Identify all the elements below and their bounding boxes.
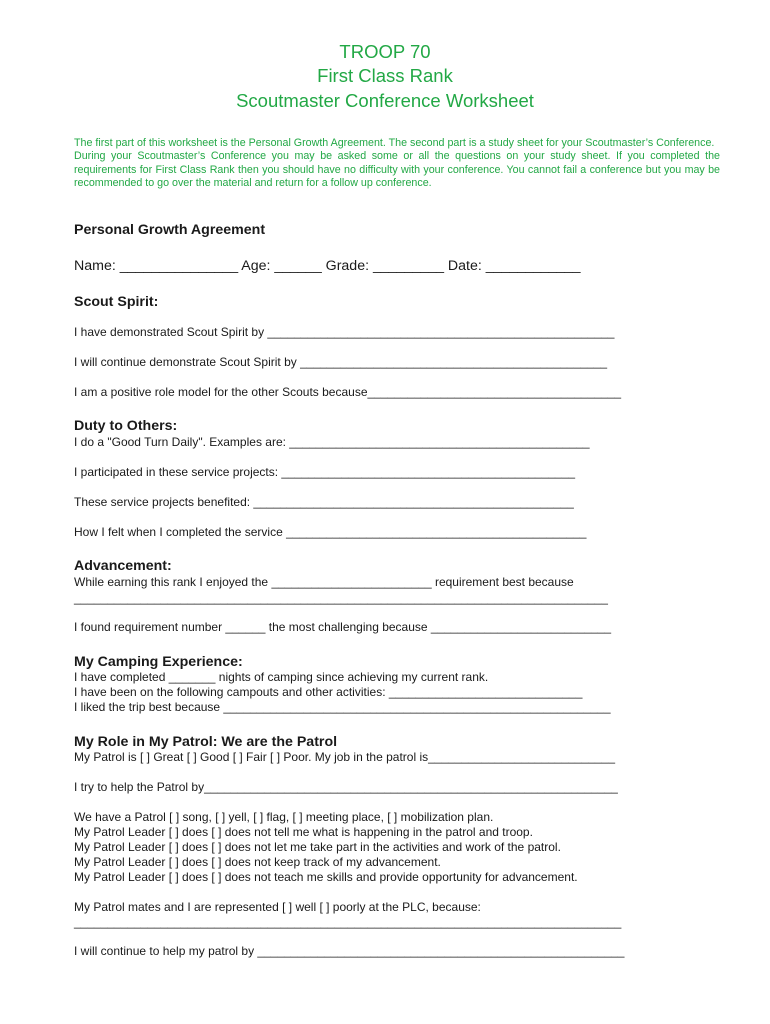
patrol-line-9[interactable]: __________________________________________________________________________________ bbox=[74, 915, 622, 929]
intro-text bbox=[74, 137, 720, 191]
patrol-line-2[interactable]: I try to help the Patrol by______________________________________________________________ bbox=[74, 780, 618, 794]
duty-heading: Duty to Others: bbox=[74, 418, 178, 434]
scout-spirit-line-3[interactable]: I am a positive role model for the other Scouts because______________________________________ bbox=[74, 385, 622, 399]
patrol-line-6[interactable]: My Patrol Leader [ ] does [ ] does not keep track of my advancement. bbox=[74, 855, 441, 869]
worksheet-title: Scoutmaster Conference Worksheet bbox=[236, 90, 534, 111]
patrol-line-4[interactable]: My Patrol Leader [ ] does [ ] does not tell me what is happening in the patrol and troop. bbox=[74, 825, 533, 839]
scout-spirit-line-2[interactable]: I will continue demonstrate Scout Spirit by ______________________________________________ bbox=[74, 355, 608, 369]
patrol-line-5[interactable]: My Patrol Leader [ ] does [ ] does not let me take part in the activities and work of the patrol. bbox=[74, 840, 561, 854]
patrol-line-10[interactable]: I will continue to help my patrol by _______________________________________________________ bbox=[74, 944, 625, 958]
advancement-line-2[interactable]: ________________________________________________________________________________ bbox=[74, 591, 608, 605]
camping-line-1[interactable]: I have completed _______ nights of camping since achieving my current rank. bbox=[74, 670, 489, 684]
advancement-line-3[interactable]: I found requirement number ______ the most challenging because ___________________________ bbox=[74, 620, 612, 634]
advancement-heading: Advancement: bbox=[74, 558, 172, 574]
patrol-line-7[interactable]: My Patrol Leader [ ] does [ ] does not teach me skills and provide opportunity for advancement. bbox=[74, 870, 578, 884]
pga-heading: Personal Growth Agreement bbox=[74, 222, 266, 238]
patrol-line-3[interactable]: We have a Patrol [ ] song, [ ] yell, [ ] flag, [ ] meeting place, [ ] mobilization plan. bbox=[74, 810, 494, 824]
duty-line-2[interactable]: I participated in these service projects: ____________________________________________ bbox=[74, 465, 576, 479]
duty-line-3[interactable]: These service projects benefited: ________________________________________________ bbox=[74, 495, 574, 509]
duty-line-1[interactable]: I do a "Good Turn Daily". Examples are: _____________________________________________ bbox=[74, 435, 590, 449]
duty-line-4[interactable]: How I felt when I completed the service _____________________________________________ bbox=[74, 525, 587, 539]
scout-spirit-heading: Scout Spirit: bbox=[74, 294, 159, 310]
intro-paragraph-1: The first part of this worksheet is the Personal Growth Agreement. The second part is a study sheet for your Scoutmaster’s Conference. bbox=[74, 137, 715, 149]
patrol-heading: My Role in My Patrol: We are the Patrol bbox=[74, 734, 338, 750]
intro-paragraph-2: During your Scoutmaster’s Conference you may be asked some or all the questions on your study sheet. If you completed the requirements for First Class Rank then you should have no difficulty with your conference. You cannot fail a conference but you may be recommended to go over the material and return for a follow up conference. bbox=[74, 150, 720, 190]
patrol-line-8[interactable]: My Patrol mates and I are represented [ ] well [ ] poorly at the PLC, because: bbox=[74, 900, 481, 914]
troop-title: TROOP 70 bbox=[339, 41, 431, 62]
advancement-line-1[interactable]: While earning this rank I enjoyed the ________________________ requirement best because bbox=[74, 575, 574, 589]
rank-title: First Class Rank bbox=[317, 65, 453, 86]
camping-line-3[interactable]: I liked the trip best because __________________________________________________________ bbox=[74, 700, 611, 714]
scout-spirit-line-1[interactable]: I have demonstrated Scout Spirit by ____________________________________________________ bbox=[74, 325, 615, 339]
camping-line-2[interactable]: I have been on the following campouts and other activities: _____________________________ bbox=[74, 685, 583, 699]
camping-heading: My Camping Experience: bbox=[74, 654, 243, 670]
patrol-line-1[interactable]: My Patrol is [ ] Great [ ] Good [ ] Fair [ ] Poor. My job in the patrol is____________________________ bbox=[74, 750, 615, 764]
name-age-grade-date-line[interactable]: Name: _______________ Age: ______ Grade: _________ Date: ____________ bbox=[74, 258, 581, 274]
